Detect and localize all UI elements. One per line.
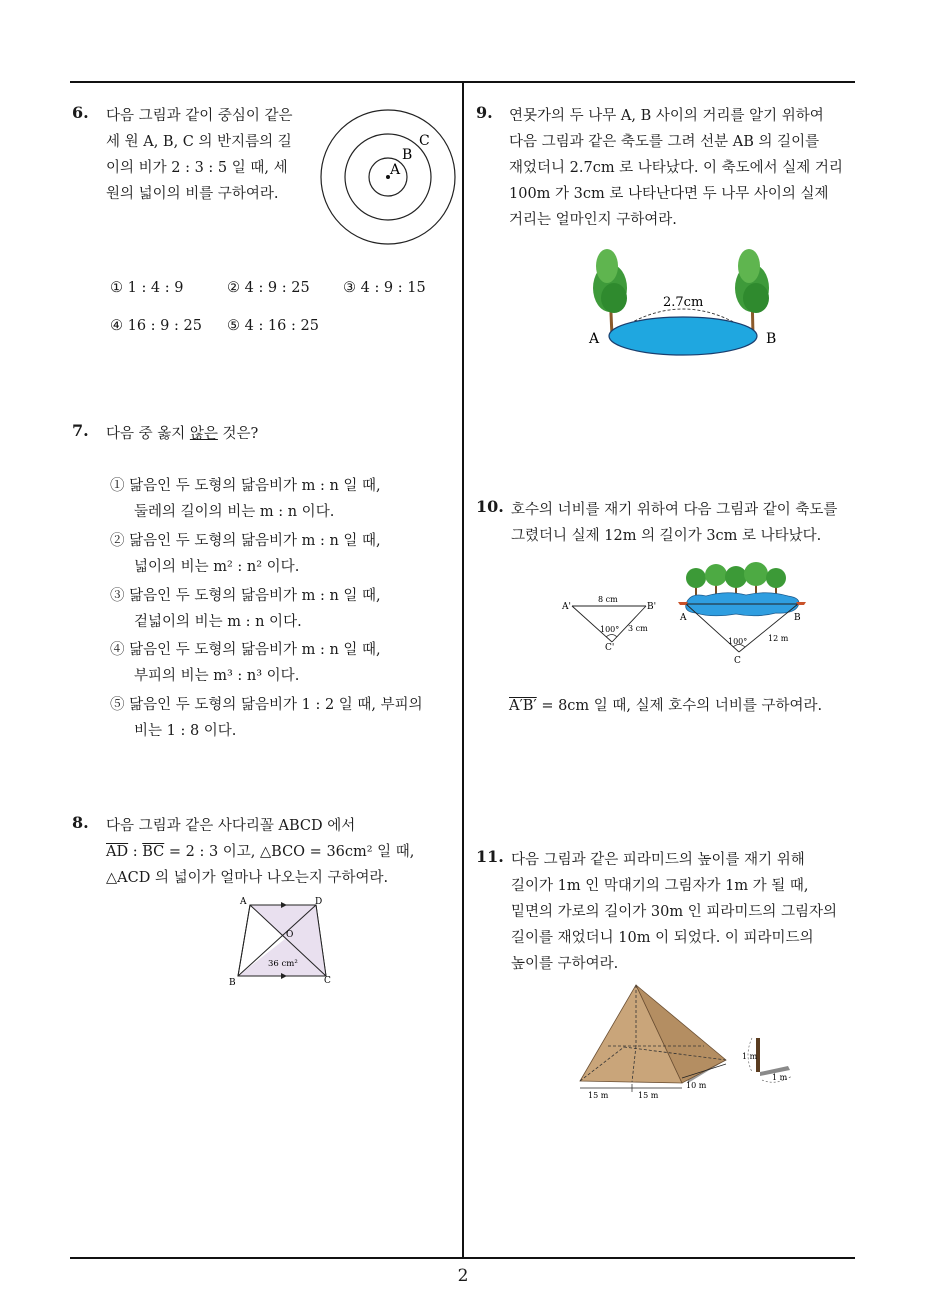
segment-a-prime-b-prime: A′B′ bbox=[509, 698, 537, 714]
pyramid-width-label-2: 15 m bbox=[638, 1091, 659, 1100]
small-label-b-prime: B' bbox=[647, 602, 657, 612]
q10-line-2: 그렸더니 실제 12m 의 길이가 3cm 로 나타났다. bbox=[511, 528, 822, 544]
ratio-separator: : bbox=[128, 844, 143, 860]
q7-option-4-line-1[interactable]: ④ 닮음인 두 도형의 닮음비가 m : n 일 때, bbox=[110, 642, 381, 658]
circle-label-c: C bbox=[419, 133, 430, 149]
q7-option-3-line-1[interactable]: ③ 닮음인 두 도형의 닮음비가 m : n 일 때, bbox=[110, 588, 381, 604]
q7-number: 7. bbox=[72, 421, 89, 440]
q9-line-4: 100m 가 3cm 로 나타난다면 두 나무 사이의 실제 bbox=[509, 186, 829, 202]
q11-line-2: 길이가 1m 인 막대기의 그림자가 1m 가 될 때, bbox=[511, 878, 809, 894]
q6-line-4: 원의 넓이의 비를 구하여라. bbox=[106, 186, 279, 202]
q7-option-1-line-2: 둘레의 길이의 비는 m : n 이다. bbox=[134, 504, 335, 520]
q7-stem-underlined: 않은 bbox=[189, 426, 218, 442]
q7-option-5-line-1[interactable]: ⑤ 닮음인 두 도형의 닮음비가 1 : 2 일 때, 부피의 bbox=[110, 697, 423, 713]
lake-triangle-figure bbox=[676, 558, 810, 668]
pond-trees-figure bbox=[583, 236, 783, 356]
small-side-label: 3 cm bbox=[628, 624, 648, 633]
q7-stem-post: 것은? bbox=[217, 426, 259, 442]
q6-line-1: 다음 그림과 같이 중심이 같은 bbox=[106, 108, 293, 124]
q10-number: 10. bbox=[476, 497, 504, 516]
q9-line-1: 연못가의 두 나무 A, B 사이의 거리를 알기 위하여 bbox=[509, 108, 824, 124]
q6-option-5[interactable]: ⑤ 4 : 16 : 25 bbox=[227, 318, 319, 334]
q11-number: 11. bbox=[476, 847, 504, 866]
tree-label-a: A bbox=[589, 331, 600, 347]
trapezoid-figure bbox=[226, 895, 338, 991]
lake-label-c: C bbox=[734, 656, 741, 666]
q11-line-5: 높이를 구하여라. bbox=[511, 956, 619, 972]
lake-angle-label: 100° bbox=[728, 637, 748, 646]
q7-option-4-line-2: 부피의 비는 m³ : n³ 이다. bbox=[134, 668, 300, 684]
pyramid-shadow-label: 10 m bbox=[686, 1081, 707, 1090]
q10-line-1: 호수의 너비를 재기 위하여 다음 그림과 같이 축도를 bbox=[511, 502, 838, 518]
trapezoid-label-o: O bbox=[286, 930, 294, 940]
q9-number: 9. bbox=[476, 103, 493, 122]
q10-question-rest: = 8cm 일 때, 실제 호수의 너비를 구하여라. bbox=[536, 698, 823, 714]
pond-distance-label: 2.7cm bbox=[663, 295, 704, 310]
lake-label-b: B bbox=[794, 613, 801, 623]
q7-option-2-line-2: 넓이의 비는 m² : n² 이다. bbox=[134, 559, 300, 575]
segment-bc: $\overline{BC}$ bbox=[142, 844, 165, 860]
trapezoid-label-a: A bbox=[240, 897, 247, 907]
q9-line-5: 거리는 얼마인지 구하여라. bbox=[509, 212, 677, 228]
trapezoid-label-d: D bbox=[315, 897, 323, 907]
q7-option-3-line-2: 겉넓이의 비는 m : n 이다. bbox=[134, 614, 302, 630]
segment-ad: $\overline{AD}$ bbox=[106, 844, 129, 860]
q6-line-3: 이의 비가 2 : 3 : 5 일 때, 세 bbox=[106, 160, 288, 176]
q9-line-3: 재었더니 2.7cm 로 나타났다. 이 축도에서 실제 거리 bbox=[509, 160, 843, 176]
circle-label-b: B bbox=[402, 147, 413, 163]
lake-side-label: 12 m bbox=[768, 634, 789, 643]
q11-line-1: 다음 그림과 같은 피라미드의 높이를 재기 위해 bbox=[511, 852, 805, 868]
column-divider bbox=[462, 83, 464, 1258]
small-label-c-prime: C' bbox=[605, 643, 615, 653]
stick-height-label: 1 m bbox=[742, 1052, 758, 1061]
q10-question bbox=[509, 694, 822, 715]
q8-line-3: △ACD 의 넓이가 얼마나 나오는지 구하여라. bbox=[106, 870, 389, 886]
q7-stem-pre: 다음 중 옳지 bbox=[106, 426, 190, 442]
small-angle-label: 100° bbox=[600, 625, 620, 634]
q6-option-1[interactable]: ① 1 : 4 : 9 bbox=[110, 280, 184, 296]
q8-line-2-rest: = 2 : 3 이고, △BCO = 36cm² 일 때, bbox=[164, 844, 415, 860]
scale-triangle-figure bbox=[562, 592, 666, 654]
q6-number: 6. bbox=[72, 103, 89, 122]
pyramid-width-label-1: 15 m bbox=[588, 1091, 609, 1100]
stick-shadow-label: 1 m bbox=[772, 1073, 788, 1082]
q6-option-4[interactable]: ④ 16 : 9 : 25 bbox=[110, 318, 202, 334]
trapezoid-area-label: 36 cm² bbox=[268, 959, 298, 969]
q9-line-2: 다음 그림과 같은 축도를 그려 선분 AB 의 길이를 bbox=[509, 134, 820, 150]
q7-option-2-line-1[interactable]: ② 닮음인 두 도형의 닮음비가 m : n 일 때, bbox=[110, 533, 381, 549]
tree-label-b: B bbox=[766, 331, 777, 347]
q11-line-4: 길이를 재었더니 10m 이 되었다. 이 피라미드의 bbox=[511, 930, 814, 946]
q11-line-3: 밑면의 가로의 길이가 30m 인 피라미드의 그림자의 bbox=[511, 904, 837, 920]
bottom-rule bbox=[70, 1257, 855, 1259]
small-length-label: 8 cm bbox=[598, 595, 618, 604]
q7-stem bbox=[106, 422, 258, 443]
q8-line-1: 다음 그림과 같은 사다리꼴 ABCD 에서 bbox=[106, 818, 356, 834]
circle-label-a: A bbox=[390, 162, 401, 178]
lake-label-a: A bbox=[680, 613, 687, 623]
q8-line-2 bbox=[106, 840, 414, 861]
q8-number: 8. bbox=[72, 813, 89, 832]
q7-option-5-line-2: 비는 1 : 8 이다. bbox=[134, 723, 237, 739]
q6-line-2: 세 원 A, B, C 의 반지름의 길 bbox=[106, 134, 292, 150]
q6-option-2[interactable]: ② 4 : 9 : 25 bbox=[227, 280, 310, 296]
small-label-a-prime: A' bbox=[562, 602, 571, 612]
page-number: 2 bbox=[457, 1266, 469, 1286]
trapezoid-label-b: B bbox=[229, 978, 236, 988]
trapezoid-label-c: C bbox=[324, 976, 331, 986]
q6-option-3[interactable]: ③ 4 : 9 : 15 bbox=[343, 280, 426, 296]
q7-option-1-line-1[interactable]: ① 닮음인 두 도형의 닮음비가 m : n 일 때, bbox=[110, 478, 381, 494]
concentric-circles-figure bbox=[318, 108, 458, 248]
pyramid-figure bbox=[576, 980, 808, 1102]
